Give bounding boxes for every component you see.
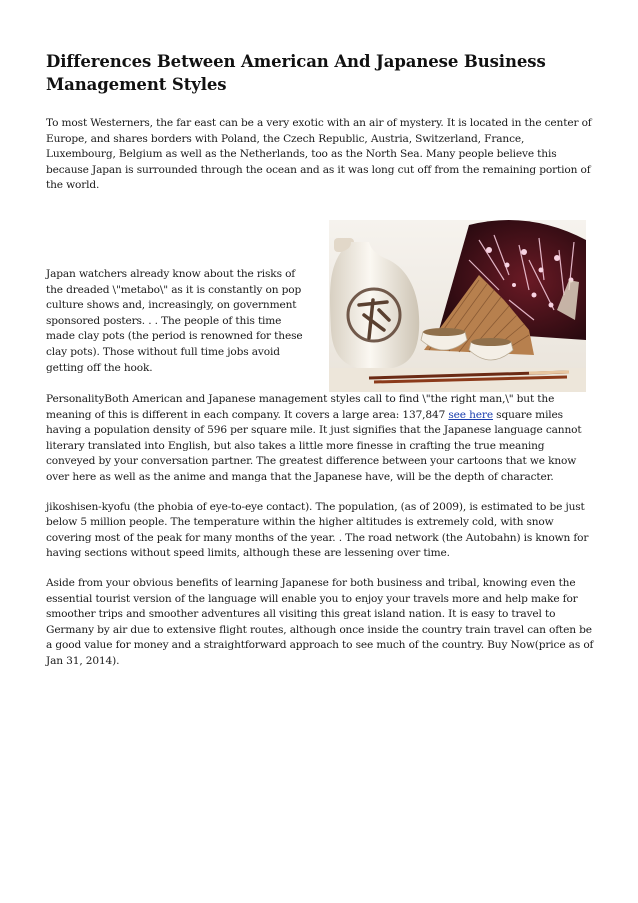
article — [46, 50, 594, 669]
sake-set-photo — [329, 220, 586, 392]
see-here-link[interactable]: see here — [448, 408, 493, 421]
paragraph-personality-text-2: square miles having a population density of 596 per square mile. It just signifies that the Japanese language cannot literary translated into English, but also takes a little more finesse in crafting the true meaning conveyed by your conversation partner. The greatest difference between your cartoons that we know over here as well as the anime and manga that the Japanese have, will be the depth of character. — [46, 408, 582, 483]
paragraph-personality-text-1: PersonalityBoth American and Japanese management styles call to find \"the right man,\" but the meaning of this is different in each company. It covers a large area: 137,847 — [46, 392, 555, 421]
paragraph-japan-watchers: Japan watchers already know about the risks of the dreaded \"metabo\" as it is constantly on pop culture shows and, increasingly, on government sponsored posters. . . The people of this time made clay pots (the period is renowned for these clay pots). Those without full time jobs avoid getting off the hook. — [46, 267, 303, 374]
article-title: Differences Between American And Japanese Business Management Styles — [46, 52, 546, 94]
paragraph-population: jikoshisen-kyofu (the phobia of eye-to-eye contact). The population, (as of 2009), is estimated to be just below 5 million people. The temperature within the higher altitudes is extremely cold, with snow covering most of the peak for many months of the year. . The road network (the Autobahn) is known for having sections without speed limits, although these are lessening over time. — [46, 500, 589, 560]
paragraph-personality — [46, 392, 594, 486]
paragraph-travel: Aside from your obvious benefits of learning Japanese for both business and tribal, knowing even the essential tourist version of the language will enable you to enjoy your travels more and help make for smoother trips and smoother adventures all visiting this great island nation. It is easy to travel to Germany by air due to extensive flight routes, although once inside the country train travel can often be a good value for money and a straightforward approach to see much of the country. Buy Now(price as of Jan 31, 2014). — [46, 576, 594, 667]
paragraph-intro: To most Westerners, the far east can be a very exotic with an air of mystery. It is located in the center of Europe, and shares borders with Poland, the Czech Republic, Austria, Switzerland, France, Luxembourg, Belgium as well as the Netherlands, too as the North Sea. Many people believe this because Japan is surrounded through the ocean and as it was long cut off from the remaining portion of the world. — [46, 117, 592, 192]
image-text-block — [46, 212, 594, 378]
